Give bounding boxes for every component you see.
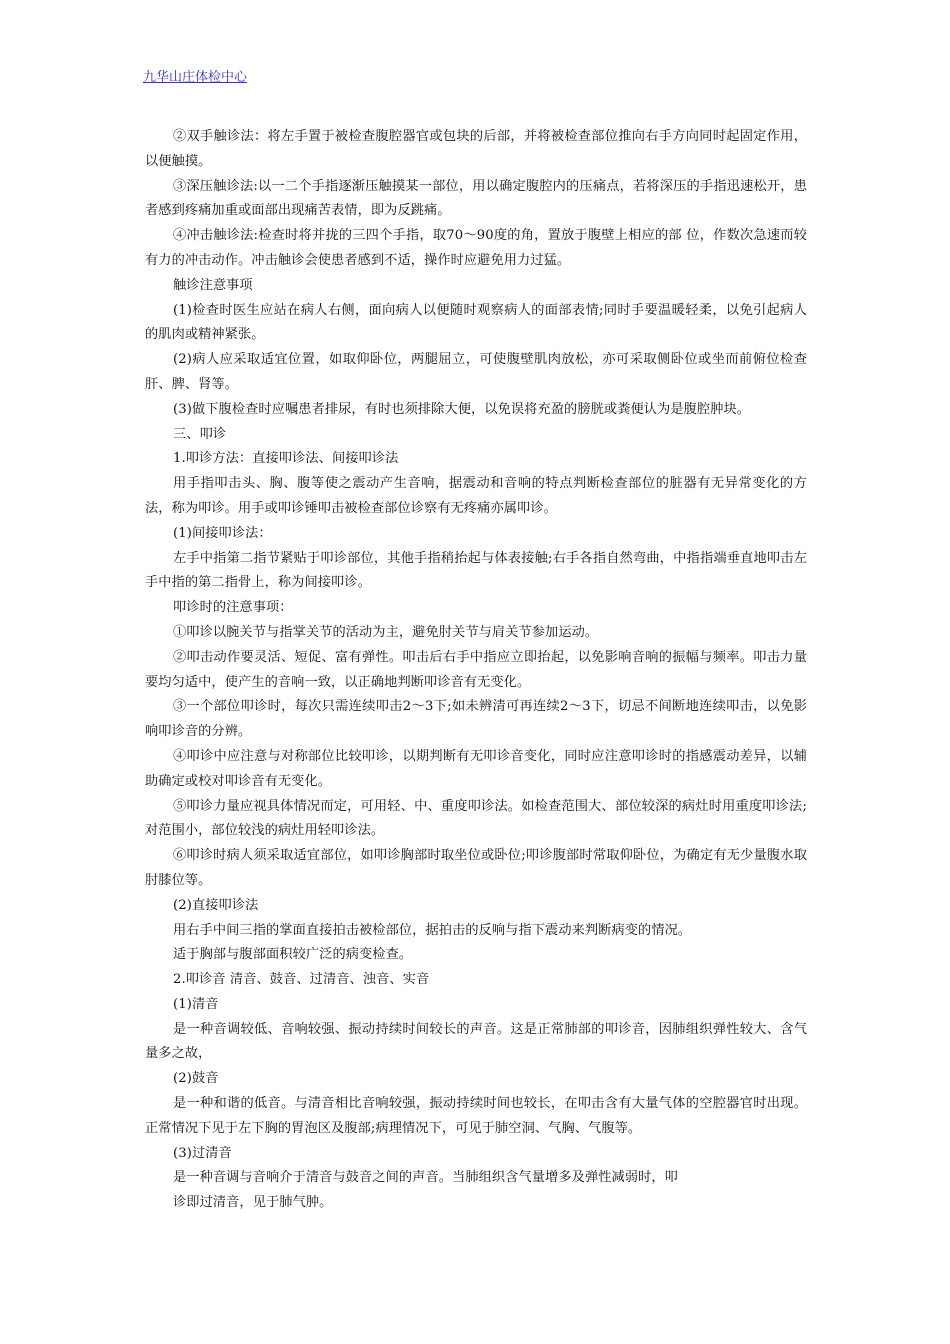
paragraph: ②叩击动作要灵活、短促、富有弹性。叩击后右手中指应立即抬起，以免影响音响的振幅与频率。叩击力量要均匀适中，使产生的音响一致，以正确地判断叩诊音有无变化。 (145, 649, 807, 690)
paragraph: ③一个部位叩诊时，每次只需连续叩击2～3下;如未辨清可再连续2～3下，切忌不间断地连续叩击，以免影响叩诊音的分辨。 (145, 699, 807, 740)
paragraph: ②双手触诊法：将左手置于被检查腹腔器官或包块的后部，并将被检查部位推向右手方向同时起固定作用，以便触摸。 (145, 129, 807, 169)
paragraph: ④冲击触诊法:检查时将并拢的三四个手指，取70～90度的角，置放于腹壁上相应的部 位，作数次急速而较有力的冲击动作。冲击触诊会使患者感到不适，操作时应避免用力过猛。 (145, 228, 807, 268)
paragraph: ⑤叩诊力量应视具体情况而定，可用轻、中、重度叩诊法。如检查范围大、部位较深的病灶时用重度叩诊法;对范围小，部位较浅的病灶用轻叩诊法。 (145, 798, 807, 839)
paragraph: 是一种和谐的低音。与清音相比音响较强，振动持续时间也较长，在叩击含有大量气体的空腔器官时出现。正常情况下见于左下胸的胃泡区及腹部;病理情况下，可见于肺空洞、气胸、气腹等。 (145, 1096, 807, 1136)
subsection-heading: (1)间接叩诊法： (173, 525, 272, 541)
section-heading: 触诊注意事项 (173, 277, 253, 293)
paragraph: ①叩诊以腕关节与指掌关节的活动为主，避免肘关节与肩关节参加运动。 (173, 624, 599, 640)
subsection-heading: 2.叩诊音 清音、鼓音、过清音、浊音、实音 (173, 972, 430, 988)
subsection-heading: 叩诊时的注意事项： (173, 600, 293, 616)
paragraph: 左手中指第二指节紧贴于叩诊部位，其他手指稍抬起与体表接触;右手各指自然弯曲，中指指端垂直地叩击左手中指的第二指骨上，称为间接叩诊。 (145, 550, 807, 591)
header-link[interactable]: 九华山庄体检中心 (143, 70, 248, 85)
section-heading: 三、叩诊 (173, 426, 227, 442)
paragraph: 用手指叩击头、胸、腹等使之震动产生音响，据震动和音响的特点判断检查部位的脏器有无异常变化的方法，称为叩诊。用手或叩诊锤叩击被检查部位诊察有无疼痛亦属叩诊。 (145, 476, 807, 516)
paragraph: 是一种音调与音响介于清音与鼓音之间的声音。当肺组织含气量增多及弹性减弱时，叩 (173, 1170, 678, 1186)
subsection-heading: (2)鼓音 (173, 1071, 219, 1087)
paragraph: (1)检查时医生应站在病人右侧，面向病人以便随时观察病人的面部表情;同时手要温暖轻柔，以免引起病人的肌肉或精神紧张。 (145, 302, 807, 343)
paragraph: (2)病人应采取适宜位置，如取仰卧位，两腿屈立，可使腹壁肌肉放松，亦可采取侧卧位或坐而前俯位检查肝、脾、肾等。 (145, 352, 807, 392)
paragraph: 用右手中间三指的掌面直接拍击被检部位，据拍击的反响与指下震动来判断病变的情况。 (173, 922, 692, 938)
paragraph: 诊即过清音，见于肺气肿。 (173, 1195, 333, 1211)
document-body (145, 125, 807, 1216)
subsection-heading: 1.叩诊方法：直接叩诊法、间接叩诊法 (173, 451, 399, 467)
subsection-heading: (3)过清音 (173, 1145, 232, 1161)
paragraph: 是一种音调较低、音响较强、振动持续时间较长的声音。这是正常肺部的叩诊音，因肺组织弹性较大、含气量多之故， (145, 1021, 807, 1062)
subsection-heading: (1)清音 (173, 996, 219, 1012)
paragraph: ⑥叩诊时病人须采取适宜部位，如叩诊胸部时取坐位或卧位;叩诊腹部时常取仰卧位，为确定有无少量腹水取肘膝位等。 (145, 848, 807, 888)
paragraph: ④叩诊中应注意与对称部位比较叩诊，以期判断有无叩诊音变化，同时应注意叩诊时的指感震动差异，以辅助确定或校对叩诊音有无变化。 (145, 748, 807, 789)
paragraph: (3)做下腹检查时应嘱患者排尿，有时也须排除大便，以免误将充盈的膀胱或粪便认为是腹腔肿块。 (173, 401, 751, 417)
subsection-heading: (2)直接叩诊法 (173, 897, 259, 913)
paragraph: ③深压触诊法:以一二个手指逐渐压触摸某一部位，用以确定腹腔内的压痛点，若将深压的手指迅速松开，患者感到疼痛加重或面部出现痛苦表情，即为反跳痛。 (145, 178, 807, 219)
paragraph: 适于胸部与腹部面积较广泛的病变检查。 (173, 947, 413, 963)
